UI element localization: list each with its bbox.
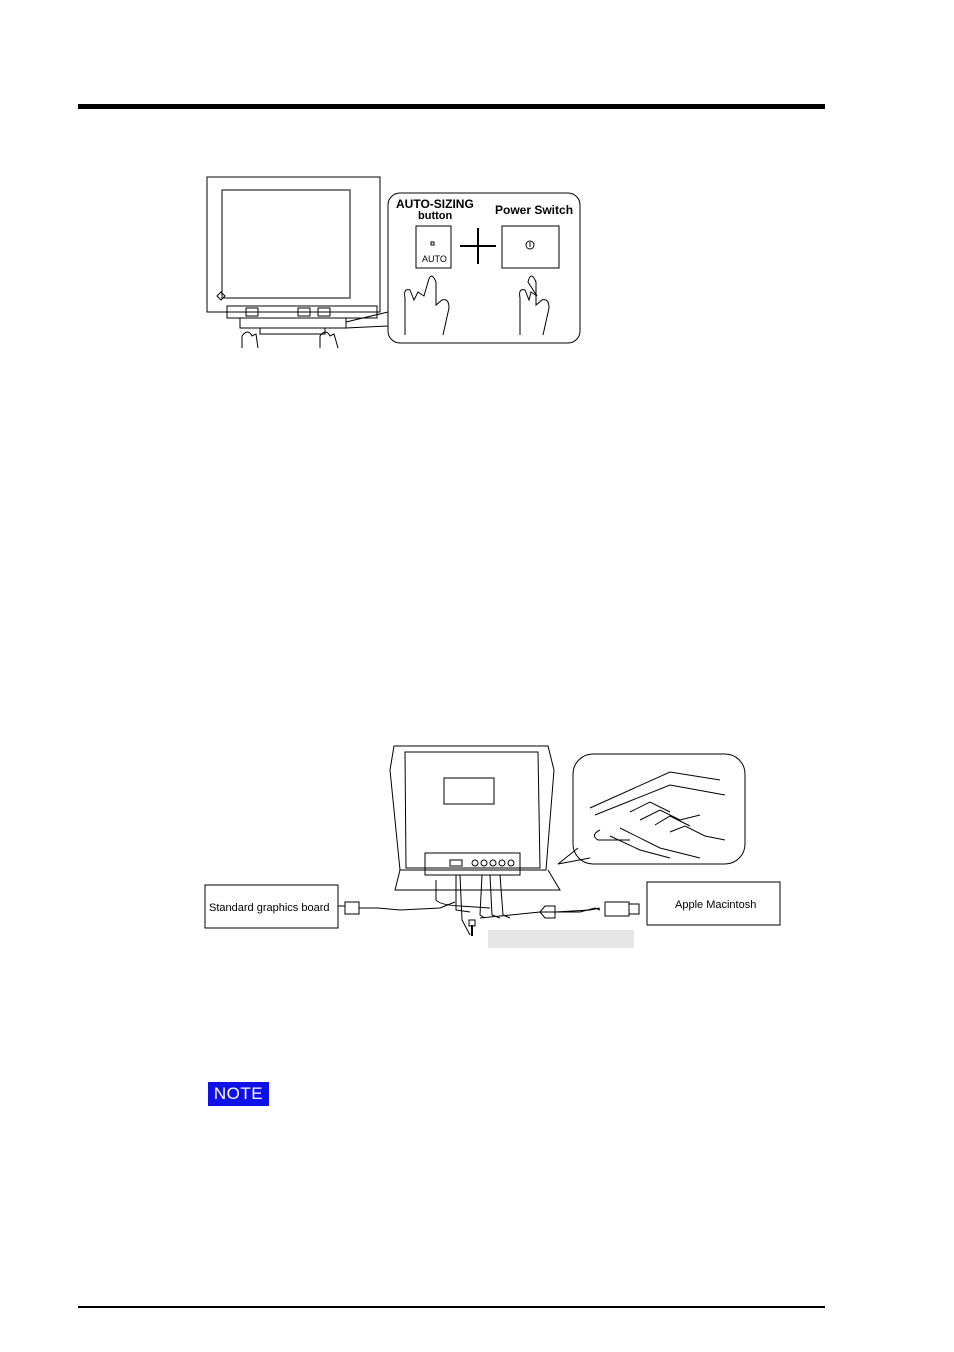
finger-power-icon [520,276,549,335]
label-plate [444,778,494,804]
note-badge: NOTE [208,1082,269,1106]
auto-sizing-label: AUTO-SIZING [396,197,474,211]
button-label: button [418,210,453,222]
monitor-screen [222,190,350,298]
standard-graphics-label: Standard graphics board [209,902,330,914]
power-switch-label: Power Switch [495,203,574,217]
monitor-body [207,177,380,312]
connection-figure [200,740,790,955]
auto-key-label: AUTO [422,254,447,264]
caption-placeholder [488,930,634,948]
connection-illustration [200,740,790,955]
logo-diamond-icon [217,292,225,300]
auto-sizing-illustration [200,170,590,355]
finger-auto-icon [405,276,449,335]
monitor-rear [390,746,554,870]
auto-sizing-figure [200,170,590,355]
left-hand-icon [242,332,258,348]
apple-macintosh-label: Apple Macintosh [675,899,757,911]
header-rule [78,104,825,109]
footer-rule [78,1306,825,1308]
